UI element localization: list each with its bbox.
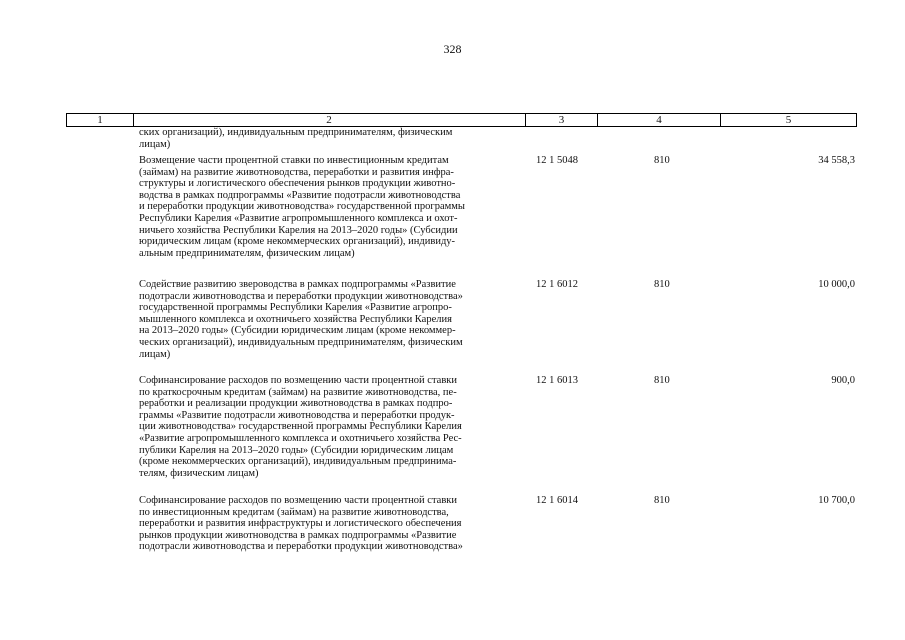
row-description: ских организаций), индивидуальным предпринимателям, физическим лицам) <box>139 127 453 150</box>
table-header-row <box>66 113 857 127</box>
row-description: Софинансирование расходов по возмещению части процентной ставки по инвестиционным кредитам (займам) на развитие животноводства, переработки и развития инфраструктуры и логистического обеспечения рынков продукции животноводства в рамках подпрограммы «Развитие подотрасли животноводства и переработки продукции животноводства» <box>139 495 463 553</box>
row-expense-type: 810 <box>654 155 670 166</box>
row-amount: 900,0 <box>831 375 855 386</box>
page-number: 328 <box>443 42 462 56</box>
row-code: 12 1 6013 <box>536 375 578 386</box>
header-col-4: 4 <box>656 114 662 126</box>
row-amount: 34 558,3 <box>818 155 855 166</box>
row-expense-type: 810 <box>654 279 670 290</box>
row-expense-type: 810 <box>654 495 670 506</box>
row-description: Содействие развитию звероводства в рамках подпрограммы «Развитие подотрасли животноводства и переработки продукции животноводства» государственной программы Республики Карелия «Развитие агропро- мышленного комплекса и охотничьего хозяйства Республики Карелия на 2013–2020 годы» (Субсидии юридическим лицам (кроме некоммер- ческих организаций), индивидуальным предпринимателям, физическим лицам) <box>139 279 463 360</box>
row-expense-type: 810 <box>654 375 670 386</box>
row-description: Возмещение части процентной ставки по инвестиционным кредитам (займам) на развитие животноводства, переработки и развития инфра- структуры и логистического обеспечения рынков продукции животно- водства в рамках подпрограммы «Развитие подотрасли животноводства и переработки продукции животноводства» государственной программы Республики Карелия «Развитие агропромышленного комплекса и охот- ничьего хозяйства Республики Карелия на 2013–2020 годы» (Субсидии юридическим лицам (кроме некоммерческих организаций), индивиду- альным предпринимателям, физическим лицам) <box>139 155 465 259</box>
header-col-3: 3 <box>558 114 565 126</box>
header-col-5: 5 <box>785 114 792 126</box>
header-col-1: 1 <box>97 114 103 126</box>
header-col-2: 2 <box>326 114 332 126</box>
row-amount: 10 000,0 <box>818 279 855 290</box>
row-code: 12 1 6014 <box>536 495 578 506</box>
row-code: 12 1 6012 <box>536 279 578 290</box>
row-code: 12 1 5048 <box>536 155 578 166</box>
row-description: Софинансирование расходов по возмещению части процентной ставки по краткосрочным кредитам (займам) на развитие животноводства, пе- реработки и реализации продукции животноводства в рамках подпро- граммы «Развитие подотрасли животноводства и переработки продук- ции животноводства» государственной программы Республики Карелия «Развитие агропромышленного комплекса и охотничьего хозяйства Рес- публики Карелия на 2013–2020 годы» (Субсидии юридическим лицам (кроме некоммерческих организаций), индивидуальным предпринима- телям, физическим лицам) <box>139 375 462 479</box>
row-amount: 10 700,0 <box>818 495 855 506</box>
